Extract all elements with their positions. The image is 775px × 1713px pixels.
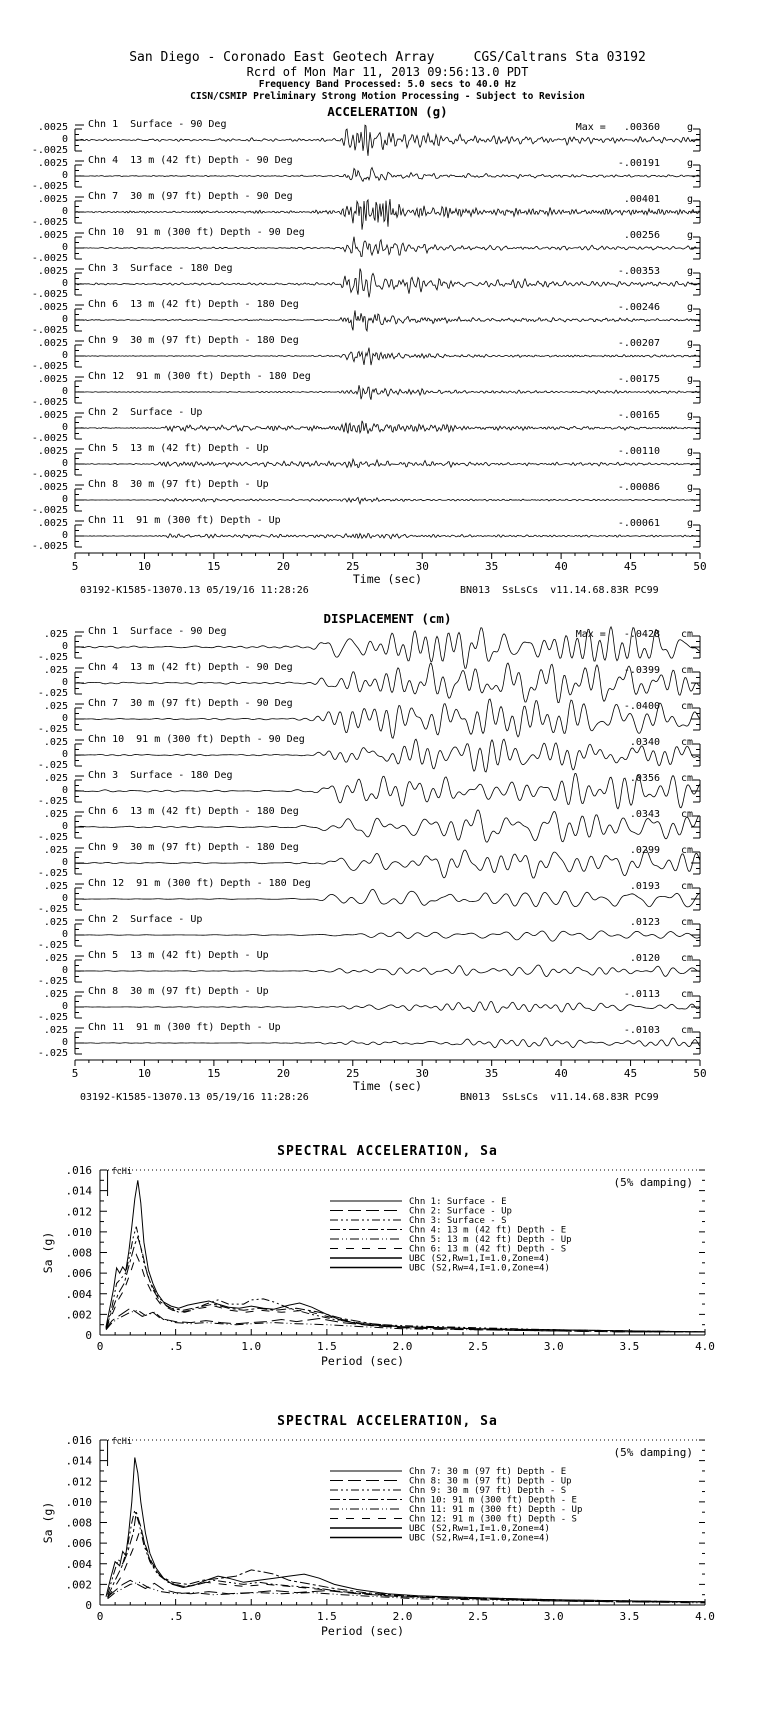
damping-note: (5% damping) [613,1175,693,1189]
y-scale-top: .025 [43,988,68,1000]
peak-value: .0299 [629,844,660,856]
peak-unit: cm [680,808,693,820]
peak-value: .00401 [623,193,660,205]
y-scale-top: .025 [43,808,68,820]
channel-label: Chn 2 Surface - Up [88,913,203,925]
spectral-title-1: SPECTRAL ACCELERATION, Sa [277,1143,498,1159]
legend-label: UBC (S2,Rw=4,I=1.0,Zone=4) [409,1263,550,1274]
y-tick-label: .008 [65,1516,92,1530]
y-scale-top: .025 [43,844,68,856]
time-tick-label: 35 [485,1066,499,1080]
channel-strip [0,191,775,227]
displacement-time-axis [0,1058,775,1092]
y-scale-bottom: -.025 [37,939,68,951]
peak-unit: g [686,193,693,205]
spectral-title-2: SPECTRAL ACCELERATION, Sa [277,1413,498,1429]
y-scale-zero: 0 [61,1000,68,1012]
y-scale-top: .025 [43,880,68,892]
y-scale-zero: 0 [61,241,68,253]
channel-strip [0,842,775,878]
y-scale-zero: 0 [61,964,68,976]
trace [75,167,700,181]
peak-value: Max = .00360 [575,121,660,133]
acceleration-time-axis [0,551,775,585]
y-scale-bottom: -.0025 [31,180,68,192]
time-tick-label: 45 [623,559,638,573]
legend-label: Chn 3: Surface - S [409,1215,507,1226]
x-axis-title: Period (sec) [320,1353,405,1368]
peak-unit: cm [680,880,693,892]
legend-label: Chn 9: 30 m (97 ft) Depth - S [409,1485,567,1496]
trace [75,497,700,503]
peak-value: .0193 [629,880,660,892]
x-tick-label: 2.0 [392,1339,413,1353]
spectral-curve [108,1510,705,1602]
record-id-stamp: 03192-K1585-13070.13 05/19/16 11:28:26 [80,1091,309,1103]
channel-strip [0,986,775,1022]
peak-unit: g [686,517,693,529]
legend-label: UBC (S2,Rw=4,I=1.0,Zone=4) [409,1533,550,1544]
peak-value: .0123 [629,916,660,928]
channel-label: Chn 9 30 m (97 ft) Depth - 180 Deg [88,841,299,853]
channel-strip [0,155,775,191]
peak-value: -.0103 [623,1024,660,1036]
y-scale-bottom: -.0025 [31,144,68,156]
peak-value: -.0113 [623,988,660,1000]
y-scale-top: .025 [43,772,68,784]
time-tick-label: 10 [137,559,152,573]
y-tick-label: .014 [65,1454,92,1468]
channel-label: Chn 10 91 m (300 ft) Depth - 90 Deg [88,733,305,745]
peak-value: Max = -.0428 [575,628,660,640]
y-scale-zero: 0 [61,676,68,688]
spectral-plot-1 [0,1162,775,1380]
channel-label: Chn 2 Surface - Up [88,406,203,418]
y-tick-label: .016 [65,1433,92,1447]
channel-label: Chn 11 91 m (300 ft) Depth - Up [88,1021,281,1033]
spectral-curve [106,1254,705,1331]
time-tick-label: 20 [276,559,290,573]
peak-value: .0356 [629,772,660,784]
y-scale-zero: 0 [61,748,68,760]
y-scale-top: .025 [43,700,68,712]
peak-unit: g [686,121,693,133]
channel-label: Chn 8 30 m (97 ft) Depth - Up [88,478,269,490]
channel-strip [0,515,775,551]
channel-label: Chn 5 13 m (42 ft) Depth - Up [88,949,269,961]
channel-label: Chn 4 13 m (42 ft) Depth - 90 Deg [88,661,293,673]
x-tick-label: 1.5 [316,1609,337,1623]
y-scale-top: .0025 [37,229,68,241]
x-tick-label: 3.5 [619,1339,640,1353]
y-scale-zero: 0 [61,820,68,832]
channel-strip [0,479,775,515]
channel-label: Chn 3 Surface - 180 Deg [88,769,233,781]
channel-strip [0,878,775,914]
y-scale-zero: 0 [61,856,68,868]
y-scale-top: .0025 [37,193,68,205]
channel-label: Chn 6 13 m (42 ft) Depth - 180 Deg [88,805,299,817]
spectral-curve [106,1227,705,1332]
channel-strip [0,407,775,443]
legend-label: UBC (S2,Rw=1,I=1.0,Zone=4) [409,1523,550,1534]
spectral-section-2 [0,1414,775,1650]
y-scale-zero: 0 [61,421,68,433]
y-tick-label: .016 [65,1163,92,1177]
y-tick-label: .010 [65,1225,92,1239]
channel-label: Chn 6 13 m (42 ft) Depth - 180 Deg [88,298,299,310]
peak-unit: g [686,229,693,241]
y-scale-bottom: -.025 [37,867,68,879]
fc-label: fcHi [111,1166,133,1177]
peak-value: .0120 [629,952,660,964]
y-tick-label: .004 [65,1287,92,1301]
x-tick-label: 2.0 [392,1609,413,1623]
y-scale-zero: 0 [61,928,68,940]
y-tick-label: 0 [85,1328,92,1342]
y-scale-bottom: -.025 [37,723,68,735]
legend-label: Chn 5: 13 m (42 ft) Depth - Up [409,1234,572,1245]
time-tick-label: 15 [207,559,221,573]
y-scale-zero: 0 [61,313,68,325]
y-scale-zero: 0 [61,169,68,181]
channel-label: Chn 1 Surface - 90 Deg [88,625,227,637]
peak-value: -.00207 [617,337,660,349]
channel-strip [0,626,775,662]
y-tick-label: .006 [65,1537,92,1551]
trace [75,965,700,976]
y-tick-label: 0 [85,1598,92,1612]
spectral-section-1 [0,1144,775,1380]
channel-strip [0,335,775,371]
x-tick-label: .5 [169,1339,183,1353]
y-scale-zero: 0 [61,784,68,796]
y-scale-top: .0025 [37,157,68,169]
legend-label: Chn 7: 30 m (97 ft) Depth - E [409,1466,567,1477]
spectral-plot-2 [0,1432,775,1650]
spectral-curve [106,1457,705,1601]
x-tick-label: 1.0 [241,1609,262,1623]
channel-label: Chn 10 91 m (300 ft) Depth - 90 Deg [88,226,305,238]
channel-strip [0,806,775,842]
y-scale-bottom: -.0025 [31,396,68,408]
x-tick-label: 4.0 [695,1609,715,1623]
y-scale-bottom: -.0025 [31,216,68,228]
peak-unit: cm [680,700,693,712]
displacement-section [0,611,775,1110]
time-tick-label: 50 [693,1066,707,1080]
y-scale-bottom: -.0025 [31,252,68,264]
acceleration-title: ACCELERATION (g) [327,103,448,119]
channel-strip [0,914,775,950]
channel-label: Chn 1 Surface - 90 Deg [88,118,227,130]
legend-label: Chn 12: 91 m (300 ft) Depth - S [409,1514,577,1525]
time-tick-label: 30 [415,559,429,573]
y-scale-bottom: -.025 [37,687,68,699]
trace [75,459,700,467]
time-tick-label: 30 [415,1066,429,1080]
time-tick-label: 15 [207,1066,221,1080]
y-scale-top: .0025 [37,265,68,277]
channel-strip [0,299,775,335]
time-tick-label: 50 [693,559,707,573]
trace [75,310,700,330]
trace [75,348,700,366]
peak-unit: cm [680,772,693,784]
channel-strip [0,227,775,263]
y-scale-top: .025 [43,628,68,640]
channel-label: Chn 7 30 m (97 ft) Depth - 90 Deg [88,697,293,709]
x-axis-title: Period (sec) [320,1623,405,1638]
spectral-curve [108,1512,705,1602]
peak-unit: cm [680,628,693,640]
peak-unit: g [686,157,693,169]
y-tick-label: .004 [65,1557,92,1571]
channel-strip [0,1022,775,1058]
time-tick-label: 5 [71,1066,79,1080]
channel-label: Chn 12 91 m (300 ft) Depth - 180 Deg [88,370,311,382]
displacement-strips [0,626,775,1058]
x-tick-label: .5 [169,1609,183,1623]
channel-label: Chn 4 13 m (42 ft) Depth - 90 Deg [88,154,293,166]
peak-unit: g [686,337,693,349]
legend-label: Chn 6: 13 m (42 ft) Depth - S [409,1244,567,1255]
channel-label: Chn 12 91 m (300 ft) Depth - 180 Deg [88,877,311,889]
y-tick-label: .002 [65,1308,92,1322]
y-scale-bottom: -.025 [37,831,68,843]
y-scale-zero: 0 [61,493,68,505]
peak-value: .00256 [623,229,660,241]
peak-unit: cm [680,988,693,1000]
time-tick-label: 25 [346,559,360,573]
x-tick-label: 4.0 [695,1339,715,1353]
y-tick-label: .012 [65,1205,92,1219]
x-tick-label: 1.5 [316,1339,337,1353]
y-scale-bottom: -.025 [37,1011,68,1023]
peak-unit: cm [680,916,693,928]
spectral-curve [108,1528,705,1602]
peak-unit: g [686,445,693,457]
y-scale-top: .025 [43,916,68,928]
y-scale-bottom: -.0025 [31,504,68,516]
x-tick-label: 3.0 [543,1339,564,1353]
legend-label: Chn 1: Surface - E [409,1196,507,1207]
acceleration-section [0,104,775,603]
y-scale-zero: 0 [61,640,68,652]
x-tick-label: 2.5 [468,1609,489,1623]
y-scale-zero: 0 [61,385,68,397]
peak-value: -.00191 [617,157,660,169]
y-axis-title: Sa (g) [41,1501,55,1544]
displacement-footer [0,1092,775,1110]
time-tick-label: 35 [485,559,499,573]
spectral-curve [106,1234,705,1332]
peak-unit: g [686,373,693,385]
y-scale-bottom: -.025 [37,903,68,915]
x-tick-label: 0 [96,1609,104,1623]
time-tick-label: 40 [554,1066,568,1080]
legend-label: Chn 11: 91 m (300 ft) Depth - Up [409,1504,583,1515]
channel-strip [0,770,775,806]
time-tick-label: 10 [137,1066,152,1080]
y-axis-title: Sa (g) [41,1231,55,1274]
time-axis-title: Time (sec) [352,1078,423,1092]
time-tick-label: 5 [71,559,79,573]
peak-unit: cm [680,844,693,856]
peak-value: -.00175 [617,373,660,385]
record-datetime: Rcrd of Mon Mar 11, 2013 09:56:13.0 PDT [246,65,529,80]
y-scale-zero: 0 [61,457,68,469]
spectral-curve [108,1582,705,1603]
channel-label: Chn 11 91 m (300 ft) Depth - Up [88,514,281,526]
y-tick-label: .010 [65,1495,92,1509]
y-scale-top: .0025 [37,445,68,457]
y-scale-top: .0025 [37,517,68,529]
y-scale-bottom: -.0025 [31,324,68,336]
peak-unit: g [686,481,693,493]
trace [75,1001,700,1012]
time-axis-title: Time (sec) [352,571,423,585]
y-scale-bottom: -.025 [37,975,68,987]
peak-unit: cm [680,736,693,748]
channel-strip [0,263,775,299]
y-scale-bottom: -.0025 [31,288,68,300]
peak-value: -.00353 [617,265,660,277]
channel-label: Chn 8 30 m (97 ft) Depth - Up [88,985,269,997]
legend-label: UBC (S2,Rw=1,I=1.0,Zone=4) [409,1253,550,1264]
y-scale-top: .025 [43,952,68,964]
y-scale-top: .0025 [37,121,68,133]
trace [75,421,700,434]
peak-unit: cm [680,664,693,676]
peak-unit: cm [680,952,693,964]
x-tick-label: 3.0 [543,1609,564,1623]
y-scale-top: .0025 [37,337,68,349]
y-tick-label: .006 [65,1267,92,1281]
channel-strip [0,950,775,986]
channel-strip [0,371,775,407]
peak-unit: cm [680,1024,693,1036]
peak-value: -.0400 [623,700,660,712]
channel-label: Chn 3 Surface - 180 Deg [88,262,233,274]
trace [75,1038,700,1048]
x-tick-label: 3.5 [619,1609,640,1623]
y-tick-label: .014 [65,1184,92,1198]
legend-label: Chn 2: Surface - Up [409,1206,512,1217]
spectral-curve [106,1180,705,1332]
y-tick-label: .002 [65,1578,92,1592]
y-tick-label: .008 [65,1246,92,1260]
trace [75,533,700,538]
y-scale-bottom: -.0025 [31,360,68,372]
legend-label: Chn 4: 13 m (42 ft) Depth - E [409,1225,567,1236]
x-tick-label: 0 [96,1339,104,1353]
report-header [0,0,775,102]
peak-unit: g [686,301,693,313]
y-scale-top: .0025 [37,481,68,493]
y-scale-top: .0025 [37,409,68,421]
peak-value: -.0399 [623,664,660,676]
peak-value: -.00110 [617,445,660,457]
trace [75,931,700,941]
spectral-curve [106,1308,705,1332]
y-scale-top: .025 [43,736,68,748]
y-scale-top: .025 [43,1024,68,1036]
record-id-stamp: 03192-K1585-13070.13 05/19/16 11:28:26 [80,584,309,596]
time-tick-label: 25 [346,1066,360,1080]
y-scale-zero: 0 [61,712,68,724]
processing-version-stamp: BN013 SsLsCs v11.14.68.83R PC99 [460,584,659,596]
peak-unit: g [686,409,693,421]
acceleration-strips [0,119,775,551]
y-scale-zero: 0 [61,892,68,904]
peak-unit: g [686,265,693,277]
peak-value: -.00086 [617,481,660,493]
channel-strip [0,734,775,770]
y-scale-bottom: -.025 [37,795,68,807]
peak-value: -.00061 [617,517,660,529]
channel-label: Chn 9 30 m (97 ft) Depth - 180 Deg [88,334,299,346]
y-tick-label: .012 [65,1475,92,1489]
legend-label: Chn 10: 91 m (300 ft) Depth - E [409,1495,577,1506]
channel-strip [0,443,775,479]
peak-value: .0343 [629,808,660,820]
channel-label: Chn 5 13 m (42 ft) Depth - Up [88,442,269,454]
y-scale-top: .025 [43,664,68,676]
peak-value: .0340 [629,736,660,748]
y-scale-zero: 0 [61,205,68,217]
displacement-title: DISPLACEMENT (cm) [323,610,452,626]
trace [75,385,700,400]
time-tick-label: 45 [623,1066,638,1080]
legend-label: Chn 8: 30 m (97 ft) Depth - Up [409,1476,572,1487]
frequency-band-note: Frequency Band Processed: 5.0 secs to 40.0 Hz [258,79,517,91]
spectral-curve [106,1310,705,1332]
y-scale-top: .0025 [37,301,68,313]
y-scale-bottom: -.0025 [31,468,68,480]
channel-strip [0,698,775,734]
y-scale-top: .0025 [37,373,68,385]
station-title: San Diego - Coronado East Geotech Array CGS/Caltrans Sta 03192 [129,50,646,65]
y-scale-zero: 0 [61,529,68,541]
damping-note: (5% damping) [613,1445,693,1459]
time-tick-label: 40 [554,559,568,573]
channel-strip [0,119,775,155]
x-tick-label: 1.0 [241,1339,262,1353]
y-scale-zero: 0 [61,349,68,361]
peak-value: -.00165 [617,409,660,421]
processing-version-stamp: BN013 SsLsCs v11.14.68.83R PC99 [460,1091,659,1103]
y-scale-zero: 0 [61,277,68,289]
y-scale-zero: 0 [61,1036,68,1048]
channel-strip [0,662,775,698]
y-scale-bottom: -.025 [37,651,68,663]
peak-value: -.00246 [617,301,660,313]
time-tick-label: 20 [276,1066,290,1080]
y-scale-bottom: -.025 [37,1047,68,1059]
y-scale-bottom: -.0025 [31,432,68,444]
y-scale-bottom: -.0025 [31,540,68,552]
x-tick-label: 2.5 [468,1339,489,1353]
y-scale-zero: 0 [61,133,68,145]
fc-label: fcHi [111,1436,133,1447]
processing-note: CISN/CSMIP Preliminary Strong Motion Processing - Subject to Revision [190,90,585,102]
y-scale-bottom: -.025 [37,759,68,771]
acceleration-footer [0,585,775,603]
channel-label: Chn 7 30 m (97 ft) Depth - 90 Deg [88,190,293,202]
